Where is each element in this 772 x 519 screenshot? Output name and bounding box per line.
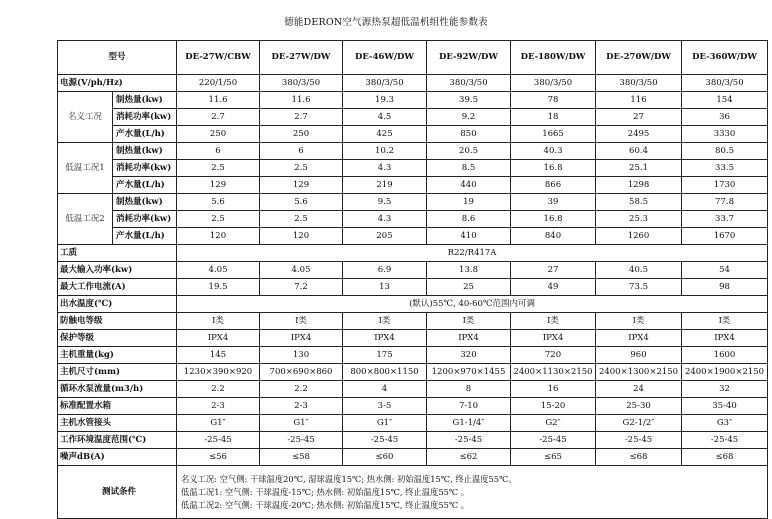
- value-cell: 19: [427, 194, 511, 211]
- value-cell: G2″: [511, 415, 596, 432]
- value-cell: 380/3/50: [427, 75, 511, 92]
- value-cell: I类: [260, 313, 343, 330]
- value-cell: 145: [177, 347, 260, 364]
- performance-row: [58, 160, 768, 177]
- value-cell: G1″: [343, 415, 427, 432]
- value-cell: 380/3/50: [260, 75, 343, 92]
- max-current-row: [58, 279, 768, 296]
- model-name: DE-92W/DW: [427, 41, 511, 75]
- row-label: 消耗功率(kw): [113, 109, 177, 126]
- value-cell: I类: [682, 313, 768, 330]
- row-label: 防触电等级: [58, 313, 177, 330]
- value-cell: I类: [511, 313, 596, 330]
- test-conditions-row: [58, 466, 768, 519]
- value-cell: 18: [511, 109, 596, 126]
- value-cell: 410: [427, 228, 511, 245]
- row-label: 制热量(kw): [113, 143, 177, 160]
- value-cell: 27: [596, 109, 682, 126]
- value-cell: 32: [682, 381, 768, 398]
- value-cell: ≤68: [682, 449, 768, 466]
- value-cell: 6: [260, 143, 343, 160]
- row-label: 最大输入功率(kw): [58, 262, 177, 279]
- value-cell: 4.3: [343, 160, 427, 177]
- row-label: 出水温度(℃): [58, 296, 177, 313]
- document-title: 德能DERON空气源热泵超低温机组性能参数表: [284, 17, 488, 28]
- condition-group-label: 低温工况2: [58, 194, 113, 245]
- value-cell: IPX4: [511, 330, 596, 347]
- value-cell: 2.5: [260, 211, 343, 228]
- value-cell: 40.3: [511, 143, 596, 160]
- value-cell: 250: [177, 126, 260, 143]
- value-cell: 15-20: [511, 398, 596, 415]
- value-cell: 19.3: [343, 92, 427, 109]
- row-label: 电源(V/ph/Hz): [58, 75, 177, 92]
- value-cell: 1200×970×1455: [427, 364, 511, 381]
- value-cell: 960: [596, 347, 682, 364]
- value-cell: 24: [596, 381, 682, 398]
- value-cell: G1-1/4″: [427, 415, 511, 432]
- value-cell: 4.5: [343, 109, 427, 126]
- row-label: 主机水管接头: [58, 415, 177, 432]
- test-condition-line: 低温工况2: 空气侧: 干球温度-20℃; 热水侧: 初始温度15℃, 终止温度55℃ 。: [181, 499, 470, 510]
- value-cell: 2.5: [177, 160, 260, 177]
- value-cell: ≤58: [260, 449, 343, 466]
- value-cell: 39: [511, 194, 596, 211]
- value-cell: 54: [682, 262, 768, 279]
- row-label: 工作环境温度范围(℃): [58, 432, 177, 449]
- value-cell: 7-10: [427, 398, 511, 415]
- model-name: DE-270W/DW: [596, 41, 682, 75]
- value-cell: 13: [343, 279, 427, 296]
- value-cell: 7.2: [260, 279, 343, 296]
- performance-row: [58, 109, 768, 126]
- condition-group-label: 低温工况1: [58, 143, 113, 194]
- weight-row: [58, 347, 768, 364]
- value-cell: 250: [260, 126, 343, 143]
- value-cell: 2.2: [177, 381, 260, 398]
- value-cell: 220/1/50: [177, 75, 260, 92]
- value-cell: 8.5: [427, 160, 511, 177]
- value-cell: IPX4: [596, 330, 682, 347]
- value-cell: 219: [343, 177, 427, 194]
- value-cell: ≤62: [427, 449, 511, 466]
- dimensions-row: [58, 364, 768, 381]
- value-cell: -25-45: [343, 432, 427, 449]
- value-cell: 4.05: [260, 262, 343, 279]
- value-cell: 2.7: [260, 109, 343, 126]
- noise-row: [58, 449, 768, 466]
- value-cell: 2.2: [260, 381, 343, 398]
- shock-class-row: [58, 313, 768, 330]
- value-cell: 1730: [682, 177, 768, 194]
- value-cell: 9.2: [427, 109, 511, 126]
- value-cell: I类: [177, 313, 260, 330]
- value-cell: 425: [343, 126, 427, 143]
- value-cell: 380/3/50: [682, 75, 768, 92]
- value-cell: 2-3: [260, 398, 343, 415]
- value-cell: G3″: [682, 415, 768, 432]
- row-label: 消耗功率(kw): [113, 211, 177, 228]
- value-cell: 25.3: [596, 211, 682, 228]
- value-cell: 16.8: [511, 160, 596, 177]
- row-label: 工质: [58, 245, 177, 262]
- value-cell: 33.5: [682, 160, 768, 177]
- value-cell: 36: [682, 109, 768, 126]
- row-label: 噪声dB(A): [58, 449, 177, 466]
- value-cell: 154: [682, 92, 768, 109]
- outlet-temperature-row: [58, 296, 768, 313]
- value-cell: 2-3: [177, 398, 260, 415]
- value-cell: 2400×1900×2150: [682, 364, 768, 381]
- row-label: 主机尺寸(mm): [58, 364, 177, 381]
- value-cell: 1600: [682, 347, 768, 364]
- row-label: 消耗功率(kw): [113, 160, 177, 177]
- value-cell: 6.9: [343, 262, 427, 279]
- value-cell: IPX4: [177, 330, 260, 347]
- value-cell: 4.05: [177, 262, 260, 279]
- value-cell: 33.7: [682, 211, 768, 228]
- value-cell: 19.5: [177, 279, 260, 296]
- pump-flow-row: [58, 381, 768, 398]
- value-cell: IPX4: [427, 330, 511, 347]
- value-cell: 25-30: [596, 398, 682, 415]
- spec-table-body: [58, 41, 768, 519]
- value-cell: 850: [427, 126, 511, 143]
- value-cell: 16.8: [511, 211, 596, 228]
- value-cell: 4.3: [343, 211, 427, 228]
- model-header-label: 型号: [58, 41, 177, 75]
- value-cell: 1665: [511, 126, 596, 143]
- row-label: 最大工作电流(A): [58, 279, 177, 296]
- value-cell: 20.5: [427, 143, 511, 160]
- value-cell: 98: [682, 279, 768, 296]
- value-cell: 5.6: [260, 194, 343, 211]
- water-connection-row: [58, 415, 768, 432]
- value-cell: 5.6: [177, 194, 260, 211]
- value-cell: 129: [260, 177, 343, 194]
- value-cell: 10.2: [343, 143, 427, 160]
- row-label: 标准配置水箱: [58, 398, 177, 415]
- value-cell: I类: [596, 313, 682, 330]
- value-cell: 866: [511, 177, 596, 194]
- value-cell: 3-5: [343, 398, 427, 415]
- performance-row: [58, 126, 768, 143]
- value-cell: -25-45: [682, 432, 768, 449]
- value-cell: 25: [427, 279, 511, 296]
- row-label: 保护等级: [58, 330, 177, 347]
- value-cell: 120: [177, 228, 260, 245]
- value-cell: -25-45: [596, 432, 682, 449]
- value-cell: 78: [511, 92, 596, 109]
- value-cell: G1″: [177, 415, 260, 432]
- spanned-value-cell: (默认)55℃, 40-60℃范围内可调: [177, 296, 768, 313]
- row-label: 循环水泵流量(m3/h): [58, 381, 177, 398]
- value-cell: 11.6: [177, 92, 260, 109]
- refrigerant-row: [58, 245, 768, 262]
- performance-row: [58, 211, 768, 228]
- value-cell: 175: [343, 347, 427, 364]
- performance-row: [58, 143, 768, 160]
- value-cell: 16: [511, 381, 596, 398]
- model-name: DE-360W/DW: [682, 41, 768, 75]
- value-cell: 1670: [682, 228, 768, 245]
- value-cell: 800×800×1150: [343, 364, 427, 381]
- value-cell: 1230×390×920: [177, 364, 260, 381]
- value-cell: 73.5: [596, 279, 682, 296]
- value-cell: 9.5: [343, 194, 427, 211]
- value-cell: 1298: [596, 177, 682, 194]
- value-cell: 58.5: [596, 194, 682, 211]
- test-condition-line: 低温工况1: 空气侧: 干球温度-15℃; 热水侧: 初始温度15℃, 终止温度55℃ 。: [181, 486, 470, 497]
- condition-group-label: 名义工况: [58, 92, 113, 143]
- value-cell: 4: [343, 381, 427, 398]
- value-cell: IPX4: [260, 330, 343, 347]
- value-cell: 129: [177, 177, 260, 194]
- value-cell: 13.8: [427, 262, 511, 279]
- value-cell: 2.5: [177, 211, 260, 228]
- performance-row: [58, 92, 768, 109]
- value-cell: 380/3/50: [511, 75, 596, 92]
- spec-table: [57, 40, 768, 519]
- row-label: 主机重量(kg): [58, 347, 177, 364]
- value-cell: -25-45: [511, 432, 596, 449]
- value-cell: G1″: [260, 415, 343, 432]
- value-cell: I类: [343, 313, 427, 330]
- value-cell: 320: [427, 347, 511, 364]
- value-cell: 205: [343, 228, 427, 245]
- protection-row: [58, 330, 768, 347]
- value-cell: 130: [260, 347, 343, 364]
- value-cell: -25-45: [260, 432, 343, 449]
- value-cell: IPX4: [343, 330, 427, 347]
- ambient-temperature-row: [58, 432, 768, 449]
- value-cell: 2400×1130×2150: [511, 364, 596, 381]
- model-name: DE-46W/DW: [343, 41, 427, 75]
- value-cell: 116: [596, 92, 682, 109]
- value-cell: 80.5: [682, 143, 768, 160]
- model-name: DE-27W/DW: [260, 41, 343, 75]
- row-label: 产水量(L/h): [113, 228, 177, 245]
- spanned-value-cell: R22/R417A: [177, 245, 768, 262]
- row-label: 测试条件: [58, 466, 177, 519]
- row-label: 制热量(kw): [113, 92, 177, 109]
- max-input-power-row: [58, 262, 768, 279]
- test-conditions-text: [177, 466, 768, 519]
- value-cell: 35-40: [682, 398, 768, 415]
- value-cell: ≤65: [511, 449, 596, 466]
- value-cell: 6: [177, 143, 260, 160]
- value-cell: 11.6: [260, 92, 343, 109]
- value-cell: ≤56: [177, 449, 260, 466]
- value-cell: 720: [511, 347, 596, 364]
- power-supply-row: [58, 75, 768, 92]
- model-name: DE-27W/CBW: [177, 41, 260, 75]
- value-cell: 77.8: [682, 194, 768, 211]
- test-condition-line: 名义工况: 空气侧: 干球温度20℃, 湿球温度15℃; 热水侧: 初始温度15℃, 终止温度55℃。: [181, 473, 517, 484]
- value-cell: 39.5: [427, 92, 511, 109]
- value-cell: 2.5: [260, 160, 343, 177]
- value-cell: 40.5: [596, 262, 682, 279]
- value-cell: 120: [260, 228, 343, 245]
- value-cell: 49: [511, 279, 596, 296]
- value-cell: 380/3/50: [343, 75, 427, 92]
- value-cell: 1260: [596, 228, 682, 245]
- row-label: 制热量(kw): [113, 194, 177, 211]
- value-cell: 440: [427, 177, 511, 194]
- value-cell: 8: [427, 381, 511, 398]
- value-cell: 3330: [682, 126, 768, 143]
- tank-row: [58, 398, 768, 415]
- value-cell: 2.7: [177, 109, 260, 126]
- value-cell: 25.1: [596, 160, 682, 177]
- value-cell: 840: [511, 228, 596, 245]
- performance-row: [58, 228, 768, 245]
- value-cell: 2495: [596, 126, 682, 143]
- value-cell: 8.6: [427, 211, 511, 228]
- value-cell: ≤68: [596, 449, 682, 466]
- value-cell: 380/3/50: [596, 75, 682, 92]
- value-cell: I类: [427, 313, 511, 330]
- value-cell: IPX4: [682, 330, 768, 347]
- value-cell: 700×690×860: [260, 364, 343, 381]
- row-label: 产水量(L/h): [113, 177, 177, 194]
- performance-row: [58, 177, 768, 194]
- performance-row: [58, 194, 768, 211]
- value-cell: G2-1/2″: [596, 415, 682, 432]
- row-label: 产水量(L/h): [113, 126, 177, 143]
- model-row: [58, 41, 768, 75]
- value-cell: ≤60: [343, 449, 427, 466]
- value-cell: 60.4: [596, 143, 682, 160]
- value-cell: -25-45: [177, 432, 260, 449]
- model-name: DE-180W/DW: [511, 41, 596, 75]
- value-cell: 2400×1300×2150: [596, 364, 682, 381]
- value-cell: 27: [511, 262, 596, 279]
- value-cell: -25-45: [427, 432, 511, 449]
